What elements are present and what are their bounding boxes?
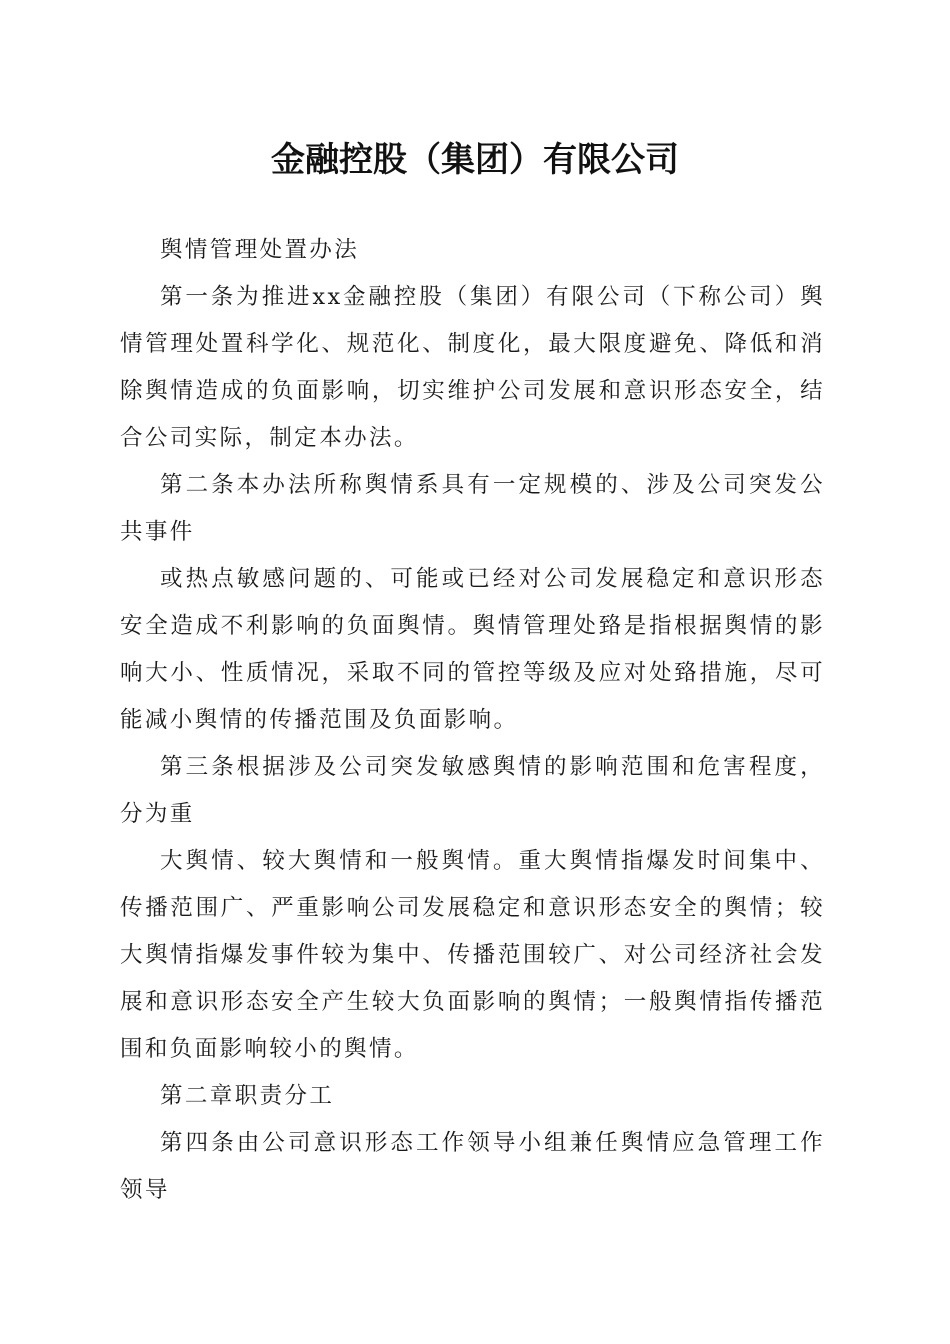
paragraph-article-1: 第一条为推进xx金融控股（集团）有限公司（下称公司）舆情管理处置科学化、规范化、制度化，最大限度避免、降低和消除舆情造成的负面影响，切实维护公司发展和意识形态安全，结合公司实际，制定本办法。 bbox=[120, 284, 825, 451]
paragraph-article-3: 第三条根据涉及公司突发敏感舆情的影响范围和危害程度，分为重 bbox=[120, 754, 825, 827]
paragraph-heading: 舆情管理处置办法 bbox=[160, 237, 360, 263]
paragraph-article-3-cont: 大舆情、较大舆情和一般舆情。重大舆情指爆发时间集中、传播范围广、严重影响公司发展稳定和意识形态安全的舆情；较大舆情指爆发事件较为集中、传播范围较广、对公司经济社会发展和意识形态安全产生较大负面影响的舆情；一般舆情指传播范围和负面影响较小的舆情。 bbox=[120, 848, 825, 1062]
paragraph-article-2-cont: 或热点敏感问题的、可能或已经对公司发展稳定和意识形态安全造成不利影响的负面舆情。舆情管理处臵是指根据舆情的影响大小、性质情况，采取不同的管控等级及应对处臵措施，尽可能减小舆情的传播范围及负面影响。 bbox=[120, 566, 825, 733]
document-body bbox=[120, 227, 825, 1214]
paragraph-article-2: 第二条本办法所称舆情系具有一定规模的、涉及公司突发公共事件 bbox=[120, 472, 825, 545]
paragraph-article-4: 第四条由公司意识形态工作领导小组兼任舆情应急管理工作领导 bbox=[120, 1130, 825, 1203]
paragraph-chapter-2: 第二章职责分工 bbox=[160, 1083, 335, 1109]
document-title: 金融控股（集团）有限公司 bbox=[271, 140, 679, 180]
